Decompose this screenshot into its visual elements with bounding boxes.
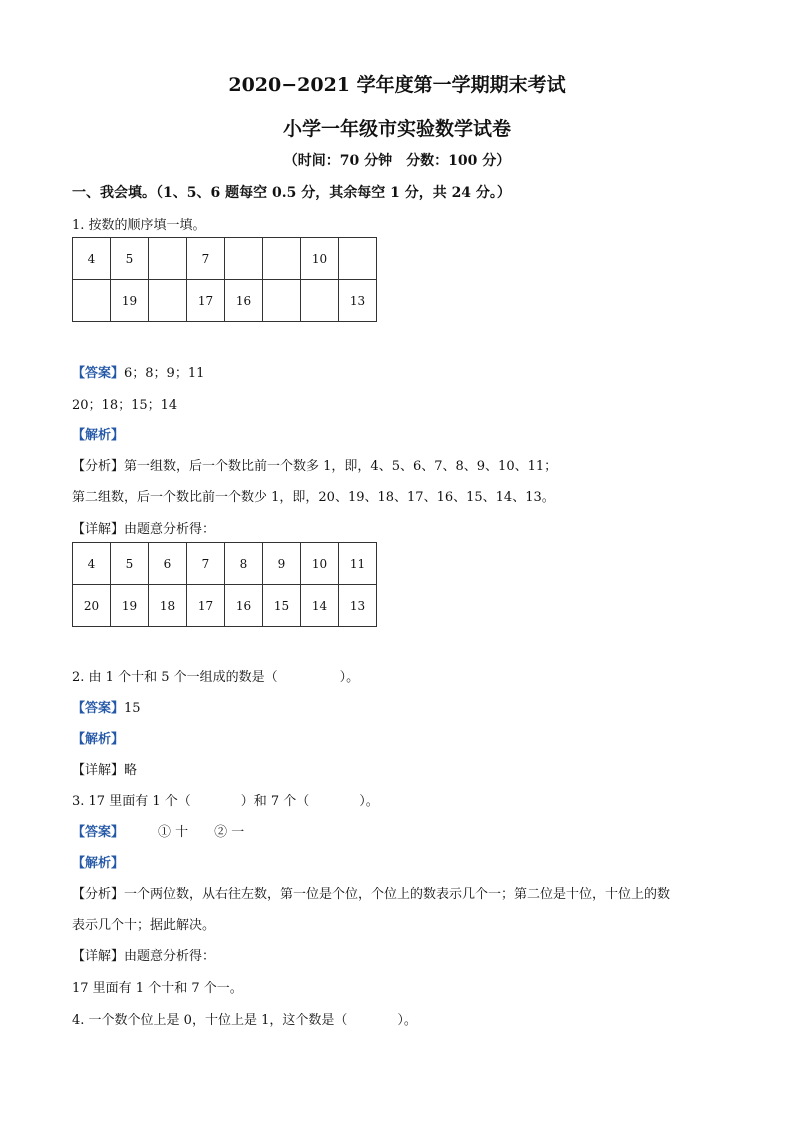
q1-answer-table [72,542,377,627]
table-cell: 11 [339,543,377,585]
q2-explain [72,728,124,747]
table-cell: 13 [339,280,377,322]
table-cell: 14 [301,585,339,627]
table-cell: 10 [301,238,339,280]
table-cell: 20 [73,585,111,627]
exam-title: 2020−2021 学年度第一学期期末考试 [228,74,566,96]
table-cell: 4 [73,238,111,280]
answer-tag: 【答案】 [72,825,125,840]
q1-analysis [72,455,557,474]
q3-question-start: 3. 17 里面有 1 个（ [72,794,191,809]
q4-question-start: 4. 一个数个位上是 0，十位上是 1，这个数是（ [72,1013,348,1028]
exam-subtitle: 小学一年级市实验数学试卷 [282,118,511,140]
table-cell: 16 [225,585,263,627]
q3-detail [72,945,215,964]
answer-tag: 【答案】 [72,366,125,381]
table-cell: 4 [73,543,111,585]
q1-explain [72,424,124,443]
table-cell: 17 [187,585,225,627]
explain-tag: 【解析】 [72,732,125,747]
explain-tag: 【解析】 [72,856,125,871]
q1-detail [72,518,215,537]
q2-question-start: 2. 由 1 个十和 5 个一组成的数是（ [72,670,278,685]
table-cell [149,280,187,322]
q2-answer-text: 15 [124,701,141,716]
q3-explain [72,852,124,871]
table-cell: 10 [301,543,339,585]
table-cell: 15 [263,585,301,627]
q3-answer-text: ① 十 ② 一 [158,825,245,840]
q2-question [72,666,359,685]
table-cell: 8 [225,543,263,585]
table-cell [301,280,339,322]
answer-tag: 【答案】 [72,701,125,716]
table-cell: 16 [225,280,263,322]
q3-question-end: ）。 [359,794,379,809]
table-cell: 7 [187,238,225,280]
table-cell: 5 [111,238,149,280]
q3-question [72,790,379,809]
table-cell: 9 [263,543,301,585]
explain-tag: 【解析】 [72,428,125,443]
q3-analysis-text: 一个两位数，从右往左数，第一位是个位，个位上的数表示几个一；第二位是十位，十位上的数 [124,887,671,902]
q2-detail-text: 略 [124,763,138,778]
q4-question-end: ）。 [397,1013,417,1028]
q3-answer [72,821,244,840]
table-cell [73,280,111,322]
q1-answer-line2: 20；18；15；14 [72,398,178,413]
table-cell: 17 [187,280,225,322]
q3-question-mid: ）和 7 个（ [240,794,310,809]
q3-detail-line: 17 里面有 1 个十和 7 个一。 [72,981,243,996]
q1-analysis-line2: 第二组数，后一个数比前一个数少 1，即，20、19、18、17、16、15、14、13。 [72,490,555,505]
detail-tag: 【详解】 [72,949,125,964]
table-cell [263,280,301,322]
table-cell: 6 [149,543,187,585]
table-cell: 19 [111,585,149,627]
section-heading: 一、我会填。（1、5、6 题每空 0.5 分，其余每空 1 分，共 24 分。） [72,185,511,201]
table-cell: 18 [149,585,187,627]
table-cell [339,238,377,280]
q2-answer [72,697,141,716]
q1-question-table [72,237,377,322]
q1-question: 1. 按数的顺序填一填。 [72,218,206,233]
q3-detail-text: 由题意分析得： [124,949,216,964]
q1-answer [72,362,204,381]
detail-tag: 【详解】 [72,522,125,537]
q4-question [72,1009,417,1028]
exam-info: （时间：70 分钟 分数：100 分） [283,153,511,169]
table-cell: 5 [111,543,149,585]
q3-analysis [72,883,670,902]
table-cell [263,238,301,280]
q2-question-end: ）。 [339,670,360,685]
analysis-tag: 【分析】 [72,459,125,474]
q1-analysis-text: 第一组数，后一个数比前一个数多 1，即，4、5、6、7、8、9、10、11； [124,459,558,474]
table-cell: 13 [339,585,377,627]
table-cell [149,238,187,280]
q1-detail-text: 由题意分析得： [124,522,216,537]
detail-tag: 【详解】 [72,763,125,778]
table-cell [225,238,263,280]
analysis-tag: 【分析】 [72,887,125,902]
table-cell: 7 [187,543,225,585]
q1-answer-text: 6；8；9；11 [124,366,205,381]
q3-analysis-line2: 表示几个十；据此解决。 [72,918,216,933]
q2-detail [72,759,137,778]
table-cell: 19 [111,280,149,322]
